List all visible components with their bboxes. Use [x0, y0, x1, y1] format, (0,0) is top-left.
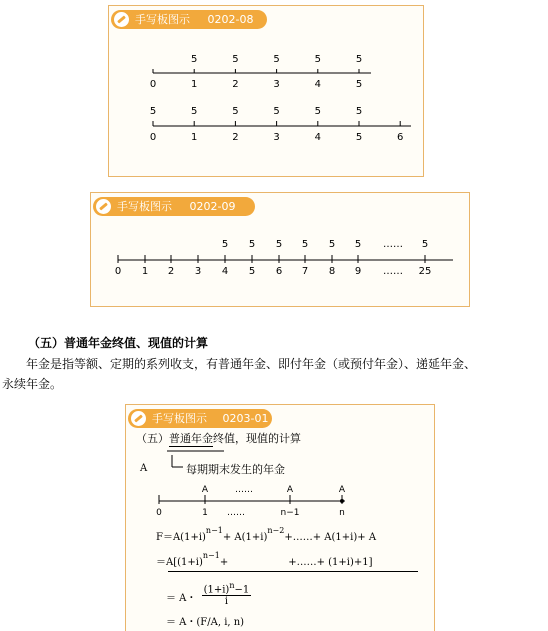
- formula-1: [156, 525, 377, 543]
- amount-label: 5: [355, 106, 363, 117]
- tick-label: 3: [273, 79, 280, 90]
- eq1-exp-a: n−1: [205, 525, 223, 535]
- tick-label: 2: [167, 266, 175, 277]
- formula-2: [156, 550, 373, 568]
- tick-label: 6: [275, 266, 283, 277]
- tick-label: 1: [191, 132, 198, 143]
- tick-label: 0: [149, 132, 157, 143]
- tick-label: 4: [221, 266, 229, 277]
- title-prefix: （五）: [136, 432, 169, 445]
- tick-label: 5: [355, 132, 363, 143]
- tick-label: 3: [273, 132, 280, 143]
- amount-label: 5: [314, 106, 321, 117]
- amount-label: 5: [232, 106, 239, 117]
- body-line-2: 永续年金。: [2, 377, 63, 391]
- tick-label: 0: [149, 79, 157, 90]
- endpoint-dot: [340, 499, 344, 503]
- figure-0203-01: [125, 404, 435, 631]
- tag-code: 0203-01: [222, 412, 269, 425]
- eq3-num-exp: n: [229, 581, 235, 590]
- formula-3: [166, 581, 251, 607]
- tag-label: 手写板图示: [117, 200, 172, 213]
- timeline-diagram: [109, 6, 423, 176]
- tick-label: 1: [191, 79, 198, 90]
- amount-label: 5: [191, 106, 198, 117]
- tick-label: 4: [314, 132, 321, 143]
- tag-label: 手写板图示: [135, 13, 190, 26]
- figure-0202-09: [90, 192, 470, 307]
- timeline-diagram: [91, 193, 469, 306]
- tick-label: 6: [397, 132, 404, 143]
- amount-label: 5: [301, 239, 309, 250]
- tag-code: 0202-08: [207, 13, 254, 26]
- formula-4: ＝ A・(F/A, i, n): [166, 617, 245, 628]
- amount-label: 5: [273, 106, 280, 117]
- amount-label: 5: [273, 54, 280, 65]
- eq1-term-b: + A(1+i): [222, 532, 268, 543]
- title-suffix: 终值，现值的计算: [213, 432, 301, 445]
- amount-label: 5: [328, 239, 336, 250]
- tick-label: 8: [328, 266, 336, 277]
- tick-label: 1: [141, 266, 149, 277]
- amount-label: 5: [248, 239, 256, 250]
- eq1-term-a: A(1+i): [172, 532, 206, 543]
- section-heading: （五）普通年金终值、现值的计算: [28, 336, 209, 350]
- amount-label: 5: [355, 54, 363, 65]
- amount-label: 5: [221, 239, 229, 250]
- annotation-note: 每期期末发生的年金: [186, 463, 285, 476]
- tick-label: 0: [156, 508, 162, 518]
- amount-label: A: [201, 485, 209, 495]
- tick-label: 5: [248, 266, 256, 277]
- amount-label: 5: [275, 239, 283, 250]
- tick-label: n: [339, 508, 345, 518]
- amount-label: 5: [421, 239, 429, 250]
- tick-label: 7: [301, 266, 309, 277]
- eq3-prefix: ＝ A・: [166, 593, 197, 604]
- tick-label: 3: [194, 266, 202, 277]
- tick-label: 0: [114, 266, 122, 277]
- amount-label: A: [286, 485, 294, 495]
- tag-label: 手写板图示: [152, 412, 207, 425]
- eq2-exp-a: n−1: [202, 550, 220, 560]
- eq3-numerator: (1+i): [203, 584, 230, 596]
- eq2-term-c: +……+ (1+i)+1]: [288, 557, 373, 568]
- tick-label: 5: [355, 79, 363, 90]
- tick-label: 2: [232, 79, 239, 90]
- figure-0202-08: [108, 5, 424, 177]
- amount-label: 5: [314, 54, 321, 65]
- eq3-num-tail: −1: [234, 584, 250, 596]
- tick-label: n−1: [280, 508, 300, 518]
- eq3-fraction: [202, 581, 252, 607]
- annuity-symbol: A: [140, 463, 148, 474]
- title-underlined: 普通年金: [169, 432, 213, 445]
- tick-label: 9: [354, 266, 362, 277]
- amount-label: ……: [383, 239, 403, 250]
- tick-label: 4: [314, 79, 321, 90]
- tick-label: 1: [202, 508, 208, 518]
- tick-label: ……: [383, 266, 403, 277]
- timeline-diagram: [126, 405, 436, 525]
- amount-label: 5: [354, 239, 362, 250]
- amount-label: ……: [235, 485, 253, 495]
- tick-label: 2: [232, 132, 239, 143]
- body-line-1: 年金是指等额、定期的系列收支，有普通年金、即付年金（或预付年金）、递延年金、: [26, 357, 477, 371]
- amount-label: A: [338, 485, 346, 495]
- tag-code: 0202-09: [189, 200, 236, 213]
- eq3-denominator: i: [224, 596, 229, 608]
- eq1-exp-b: n−2: [267, 525, 285, 535]
- eq1-lhs: F＝: [156, 532, 173, 543]
- amount-label: 5: [149, 106, 157, 117]
- eq2-plus: +: [219, 557, 229, 568]
- amount-label: 5: [191, 54, 198, 65]
- eq1-term-c: +……+ A(1+i)+ A: [284, 532, 377, 543]
- formula-underline: [168, 571, 418, 572]
- eq2-term-a: ＝A[(1+i): [156, 557, 203, 568]
- tick-label: 25: [418, 266, 432, 277]
- amount-label: 5: [232, 54, 239, 65]
- tick-label: ……: [227, 508, 245, 518]
